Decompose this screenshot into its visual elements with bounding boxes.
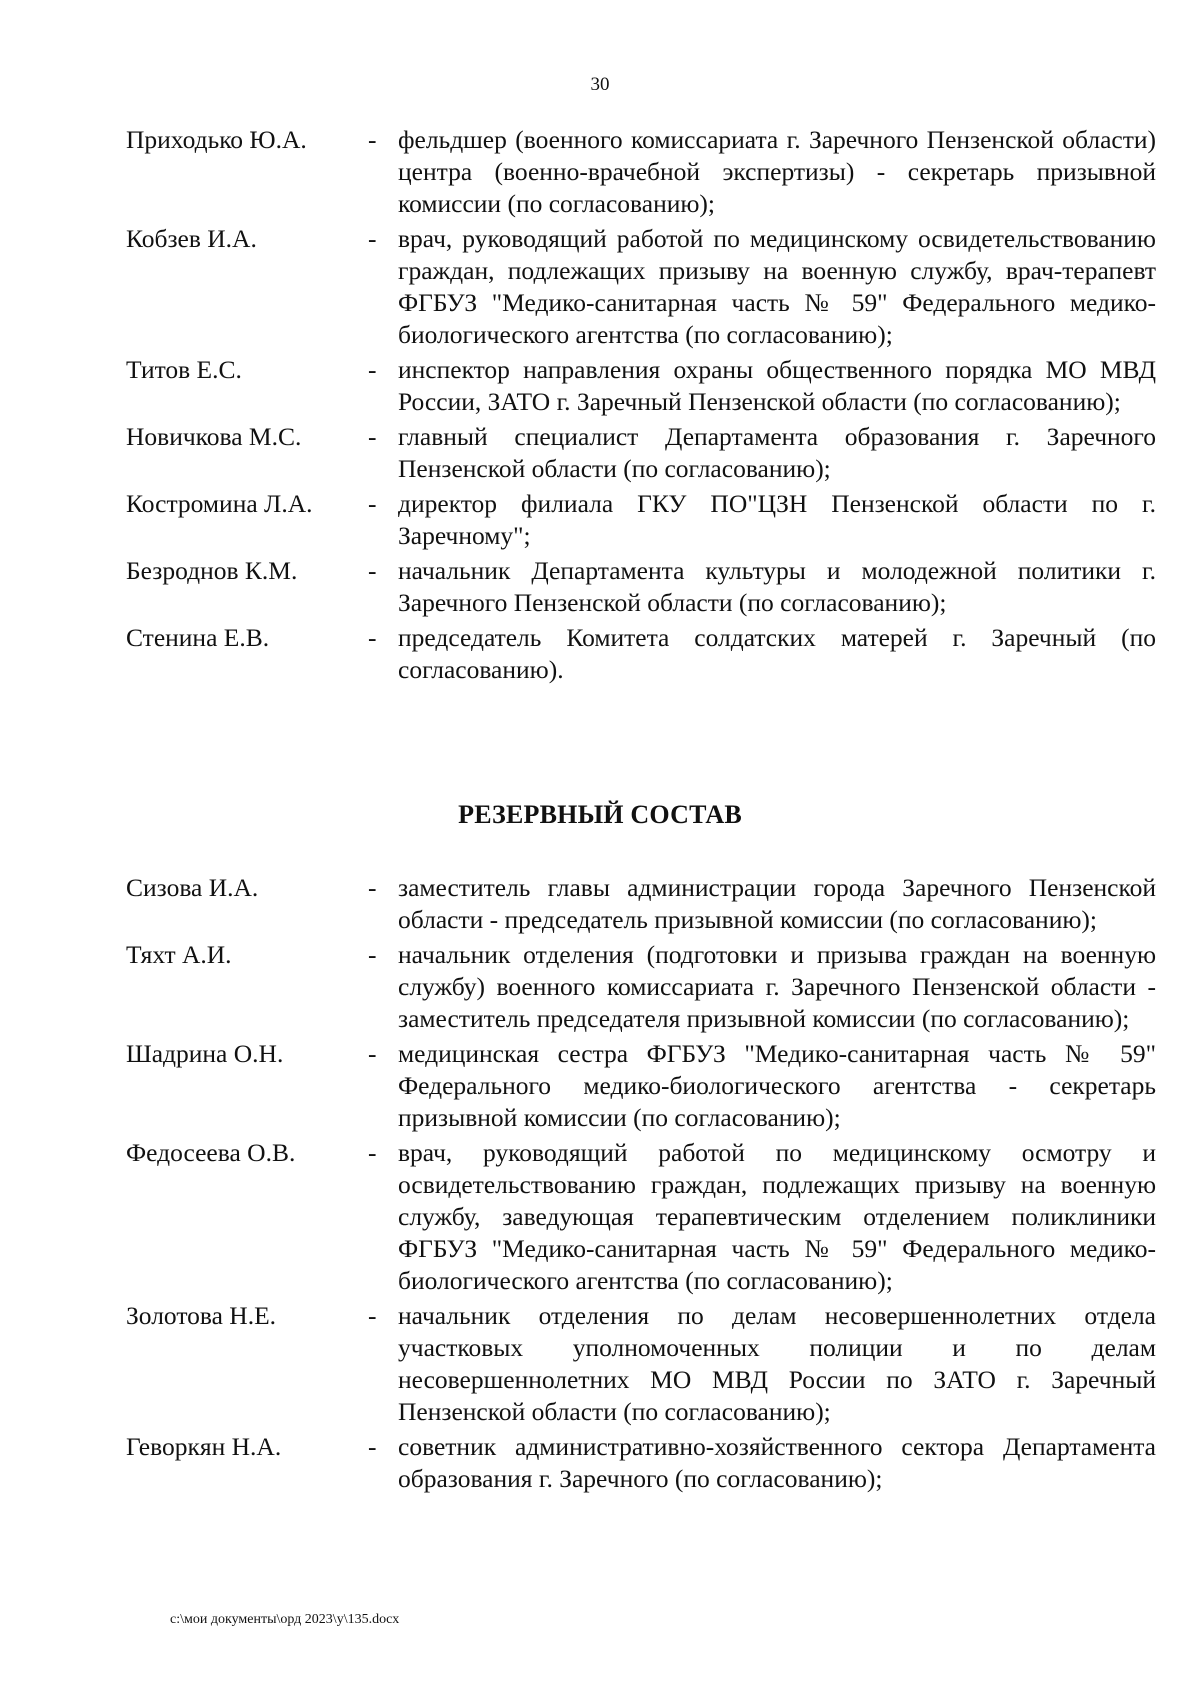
member-entry <box>126 1431 1156 1495</box>
member-name: Золотова Н.Е. <box>126 1301 277 1330</box>
member-name: Стенина Е.В. <box>126 623 270 652</box>
member-dash: - <box>368 873 377 902</box>
member-entry <box>126 555 1156 619</box>
member-dash: - <box>368 489 377 518</box>
main-members-list <box>126 124 1156 689</box>
member-position: главный специалист Департамента образования г. Заречного Пензенской области (по согласованию); <box>398 422 1156 483</box>
member-dash: - <box>368 1301 377 1330</box>
member-name: Геворкян Н.А. <box>126 1432 282 1461</box>
member-name: Титов Е.С. <box>126 355 242 384</box>
member-name: Безроднов К.М. <box>126 556 298 585</box>
member-position: инспектор направления охраны общественного порядка МО МВД России, ЗАТО г. Заречный Пензенской области (по согласованию); <box>398 355 1156 416</box>
reserve-heading: РЕЗЕРВНЫЙ СОСТАВ <box>458 800 742 829</box>
member-entry <box>126 622 1156 686</box>
member-entry <box>126 1300 1156 1428</box>
member-entry <box>126 488 1156 552</box>
member-dash: - <box>368 125 377 154</box>
member-name: Федосеева О.В. <box>126 1138 296 1167</box>
member-dash: - <box>368 355 377 384</box>
member-position: заместитель главы администрации города Заречного Пензенской области - председатель призывной комиссии (по согласованию); <box>398 873 1156 934</box>
member-entry <box>126 223 1156 351</box>
reserve-members-list <box>126 872 1156 1498</box>
member-position: советник административно-хозяйственного сектора Департамента образования г. Заречного (по согласованию); <box>398 1432 1156 1493</box>
member-position: председатель Комитета солдатских матерей г. Заречный (по согласованию). <box>398 623 1156 684</box>
member-name: Приходько Ю.А. <box>126 125 307 154</box>
member-dash: - <box>368 556 377 585</box>
member-entry <box>126 872 1156 936</box>
page-number: 30 <box>590 74 610 95</box>
member-position: врач, руководящий работой по медицинскому освидетельствованию граждан, подлежащих призыву на военную службу, врач-терапевт ФГБУЗ "Медико-санитарная часть № 59" Федерального медико-биологического агентства (по согласованию); <box>398 224 1156 349</box>
member-dash: - <box>368 623 377 652</box>
member-position: врач, руководящий работой по медицинскому осмотру и освидетельствованию граждан, подлежащих призыву на военную службу, заведующая терапевтическим отделением поликлиники ФГБУЗ "Медико-санитарная часть № 59" Федерального медико-биологического агентства (по согласованию); <box>398 1138 1156 1295</box>
member-name: Новичкова М.С. <box>126 422 302 451</box>
member-entry <box>126 354 1156 418</box>
member-dash: - <box>368 1138 377 1167</box>
member-name: Кобзев И.А. <box>126 224 257 253</box>
member-dash: - <box>368 1432 377 1461</box>
member-entry <box>126 939 1156 1035</box>
member-name: Сизова И.А. <box>126 873 259 902</box>
member-position: начальник Департамента культуры и молодежной политики г. Заречного Пензенской области (по согласованию); <box>398 556 1156 617</box>
footer-file-path: c:\мои документы\орд 2023\у\135.docx <box>170 1612 400 1627</box>
member-entry <box>126 421 1156 485</box>
member-name: Костромина Л.А. <box>126 489 313 518</box>
member-position: фельдшер (военного комиссариата г. Заречного Пензенской области) центра (военно-врачебной экспертизы) - секретарь призывной комиссии (по согласованию); <box>398 125 1156 218</box>
member-name: Шадрина О.Н. <box>126 1039 284 1068</box>
member-position: директор филиала ГКУ ПО"ЦЗН Пензенской области по г. Заречному"; <box>398 489 1156 550</box>
member-position: начальник отделения (подготовки и призыва граждан на военную службу) военного комиссариата г. Заречного Пензенской области - заместитель председателя призывной комиссии (по согласованию); <box>398 940 1156 1033</box>
member-position: начальник отделения по делам несовершеннолетних отдела участковых уполномоченных полиции и по делам несовершеннолетних МО МВД России по ЗАТО г. Заречный Пензенской области (по согласованию); <box>398 1301 1156 1426</box>
member-dash: - <box>368 940 377 969</box>
member-dash: - <box>368 422 377 451</box>
member-dash: - <box>368 224 377 253</box>
member-dash: - <box>368 1039 377 1068</box>
member-position: медицинская сестра ФГБУЗ "Медико-санитарная часть № 59" Федерального медико-биологического агентства - секретарь призывной комиссии (по согласованию); <box>398 1039 1156 1132</box>
member-name: Тяхт А.И. <box>126 940 232 969</box>
member-entry <box>126 124 1156 220</box>
member-entry <box>126 1137 1156 1297</box>
member-entry <box>126 1038 1156 1134</box>
